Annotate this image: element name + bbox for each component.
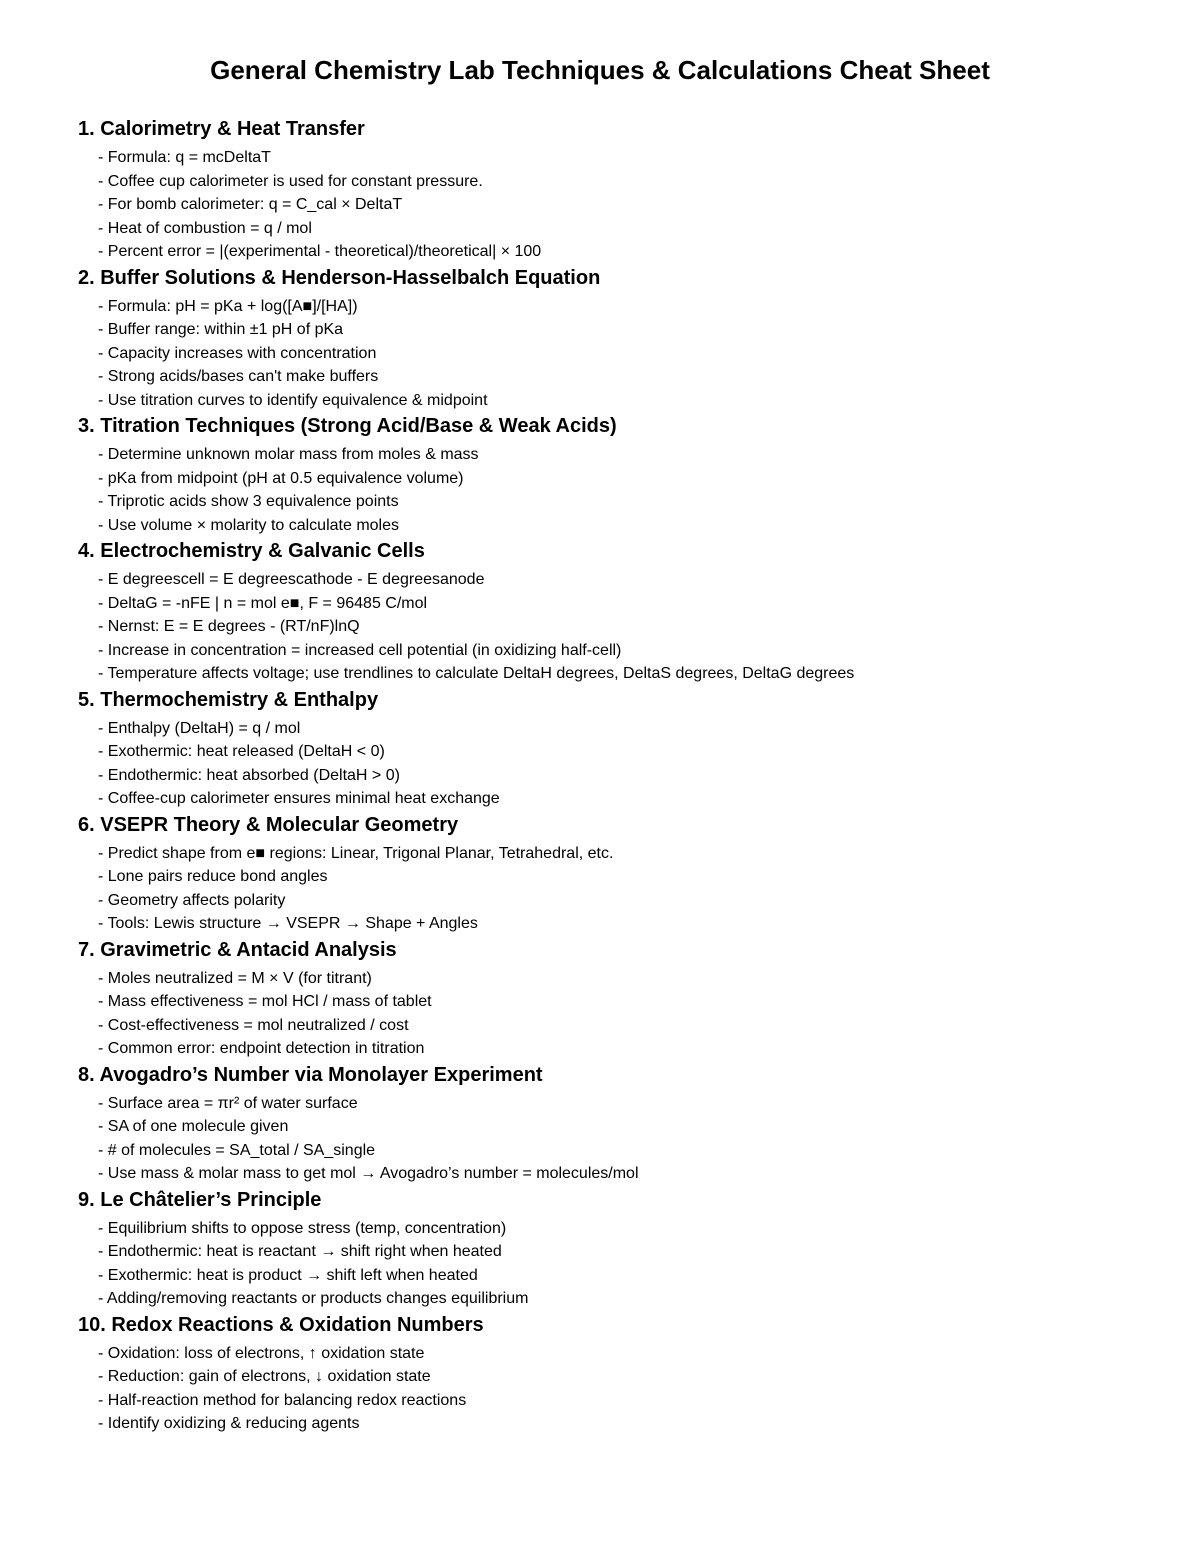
list-item: - Surface area = πr² of water surface [98,1094,358,1112]
list-item: - Endothermic: heat absorbed (DeltaH > 0) [98,766,400,784]
list-item: - # of molecules = SA_total / SA_single [98,1141,376,1159]
section-item-list [78,146,1138,264]
list-item: - Coffee-cup calorimeter ensures minimal heat exchange [98,790,500,807]
list-item: - Endothermic: heat is reactant → shift right when heated [98,1243,502,1260]
section-heading: 9. Le Châtelier’s Principle [78,1188,322,1211]
section-item-list [78,295,1138,413]
list-item: - Exothermic: heat released (DeltaH < 0) [98,743,385,760]
section-item-list [78,842,1138,936]
section-heading: 4. Electrochemistry & Galvanic Cells [78,540,425,562]
section-heading: 8. Avogadro’s Number via Monolayer Experiment [78,1063,543,1086]
list-item: - Formula: q = mcDeltaT [98,149,271,166]
document-body [78,115,1138,1436]
section-item-list [78,967,1138,1061]
list-item: - E degreescell = E degreescathode - E degreesanode [98,571,485,588]
section-item-list [78,443,1138,537]
section-6 [78,811,1138,936]
list-item: - Cost-effectiveness = mol neutralized / cost [98,1016,409,1034]
list-item: - Percent error = |(experimental - theoretical)/theoretical| × 100 [98,243,542,260]
list-item: - Equilibrium shifts to oppose stress (temp, concentration) [98,1219,507,1237]
document-title: General Chemistry Lab Techniques & Calculations Cheat Sheet [210,55,990,85]
section-heading: 2. Buffer Solutions & Henderson-Hasselbalch Equation [78,266,601,289]
section-heading: 6. VSEPR Theory & Molecular Geometry [78,813,459,836]
list-item: - For bomb calorimeter: q = C_cal × DeltaT [98,196,403,213]
list-item: - Strong acids/bases can't make buffers [98,368,379,385]
list-item: - DeltaG = -nFE | n = mol e■, F = 96485 C/mol [98,594,428,612]
list-item: - pKa from midpoint (pH at 0.5 equivalence volume) [98,469,464,487]
list-item: - Temperature affects voltage; use trendlines to calculate DeltaH degrees, DeltaS degrees, DeltaG degrees [98,665,855,682]
list-item: - Tools: Lewis structure → VSEPR → Shape + Angles [98,915,478,932]
list-item: - Coffee cup calorimeter is used for constant pressure. [98,172,483,190]
section-item-list [78,1217,1138,1311]
list-item: - Heat of combustion = q / mol [98,219,312,237]
list-item: - Enthalpy (DeltaH) = q / mol [98,719,301,737]
list-item: - Predict shape from e■ regions: Linear, Trigonal Planar, Tetrahedral, etc. [98,844,614,862]
section-heading: 10. Redox Reactions & Oxidation Numbers [78,1313,484,1336]
list-item: - Adding/removing reactants or products changes equilibrium [98,1290,529,1307]
list-item: - Increase in concentration = increased cell potential (in oxidizing half-cell) [98,641,622,659]
list-item: - Reduction: gain of electrons, ↓ oxidation state [98,1368,431,1385]
list-item: - Determine unknown molar mass from moles & mass [98,446,479,463]
section-2 [78,264,1138,413]
section-item-list [78,1092,1138,1186]
section-item-list [78,1342,1138,1436]
list-item: - Mass effectiveness = mol HCl / mass of tablet [98,993,432,1010]
section-3 [78,412,1138,537]
list-item: - Use titration curves to identify equivalence & midpoint [98,391,488,409]
list-item: - Oxidation: loss of electrons, ↑ oxidation state [98,1344,425,1362]
list-item: - Nernst: E = E degrees - (RT/nF)lnQ [98,618,360,635]
list-item: - Use mass & molar mass to get mol → Avogadro’s number = molecules/mol [98,1165,639,1182]
list-item: - SA of one molecule given [98,1118,289,1135]
section-heading: 7. Gravimetric & Antacid Analysis [78,938,397,961]
list-item: - Use volume × molarity to calculate moles [98,516,399,534]
list-item: - Capacity increases with concentration [98,344,377,362]
section-heading: 3. Titration Techniques (Strong Acid/Base & Weak Acids) [78,415,617,437]
list-item: - Buffer range: within ±1 pH of pKa [98,321,344,338]
section-item-list [78,717,1138,811]
section-8 [78,1061,1138,1186]
section-5 [78,686,1138,811]
section-1 [78,115,1138,264]
section-7 [78,936,1138,1061]
section-4 [78,537,1138,686]
list-item: - Identify oxidizing & reducing agents [98,1415,360,1432]
section-9 [78,1186,1138,1311]
list-item: - Formula: pH = pKa + log([A■]/[HA]) [98,297,358,315]
list-item: - Half-reaction method for balancing redox reactions [98,1391,467,1409]
list-item: - Moles neutralized = M × V (for titrant) [98,969,372,987]
section-heading: 5. Thermochemistry & Enthalpy [78,688,379,711]
section-item-list [78,568,1138,686]
list-item: - Lone pairs reduce bond angles [98,868,328,885]
list-item: - Triprotic acids show 3 equivalence points [98,493,399,510]
list-item: - Common error: endpoint detection in titration [98,1040,425,1057]
list-item: - Geometry affects polarity [98,891,286,909]
section-10 [78,1311,1138,1436]
list-item: - Exothermic: heat is product → shift left when heated [98,1266,478,1284]
section-heading: 1. Calorimetry & Heat Transfer [78,118,365,140]
